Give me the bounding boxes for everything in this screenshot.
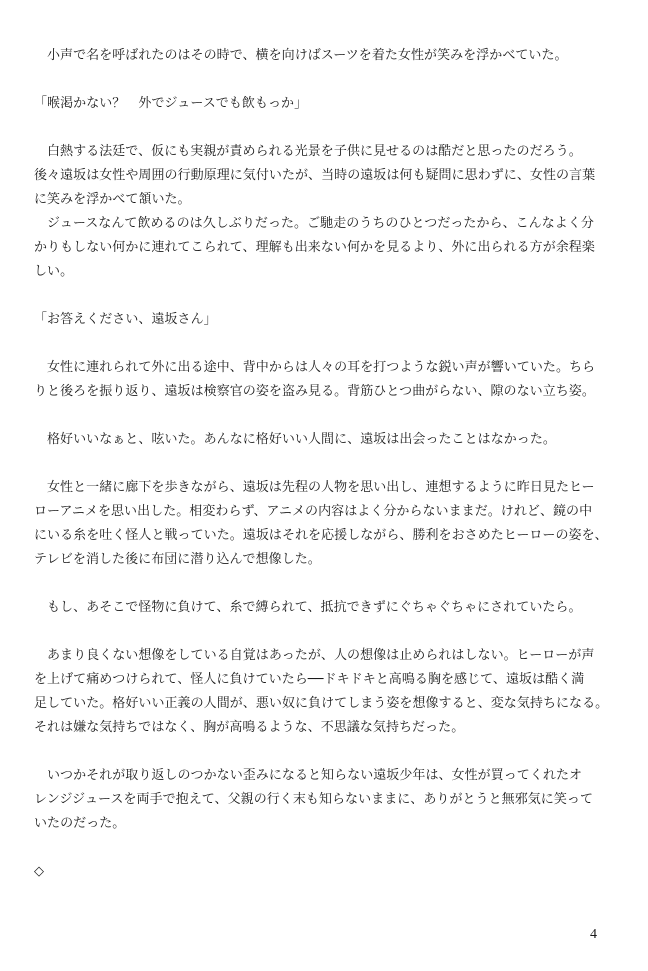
dialogue: [34, 308, 614, 332]
dialogue: [34, 92, 614, 116]
text-line: 足していた。格好いい正義の人間が、悪い奴に負けてしまう姿を想像すると、変な気持ちになる。: [34, 696, 609, 711]
paragraph: [34, 212, 614, 284]
text-line: 女性と一緒に廊下を歩きながら、遠坂は先程の人物を思い出し、連想するように昨日見たヒー: [47, 480, 595, 495]
text-line: 格好いいなぁと、呟いた。あんなに格好いい人間に、遠坂は出会ったことはなかった。: [47, 432, 556, 447]
text-line: いたのだった。: [34, 816, 126, 831]
paragraph: [34, 44, 614, 68]
section-separator: [34, 860, 614, 884]
document-page: [34, 44, 614, 884]
text-line: レンジジュースを両手で抱えて、父親の行く末も知らないままに、ありがとうと無邪気に笑って: [34, 792, 594, 807]
text-line: ローアニメを思い出した。相変わらず、アニメの内容はよく分からないままだ。けれど、鏡の中: [34, 504, 593, 519]
paragraph: [34, 428, 614, 452]
paragraph: [34, 476, 614, 572]
text-line: にいる糸を吐く怪人と戦っていた。遠坂はそれを応援しながら、勝利をおさめたヒーローの姿を、: [34, 528, 608, 543]
paragraph: [34, 644, 614, 740]
text-line: あまり良くない想像をしている自覚はあったが、人の想像は止められはしない。ヒーローが声: [47, 648, 595, 663]
text-line: それは嫌な気持ちではなく、胸が高鳴るような、不思議な気持ちだった。: [34, 720, 465, 735]
text-line: 「お答えください、遠坂さん」: [34, 312, 217, 327]
text-line: かりもしない何かに連れてこられて、理解も出来ない何かを見るより、外に出られる方が余程楽: [34, 240, 595, 255]
text-line: に笑みを浮かべて頷いた。: [34, 192, 191, 207]
text-line: もし、あそこで怪物に負けて、糸で縛られて、抵抗できずにぐちゃぐちゃにされていたら。: [47, 600, 582, 615]
paragraph: [34, 596, 614, 620]
page-number: 4: [590, 927, 597, 942]
text-line: 後々遠坂は女性や周囲の行動原理に気付いたが、当時の遠坂は何も疑問に思わずに、女性の言葉: [34, 168, 596, 183]
paragraph: [34, 764, 614, 836]
paragraph: [34, 140, 614, 212]
text-line: テレビを消した後に布団に潜り込んで想像した。: [34, 552, 321, 567]
text-line: 女性に連れられて外に出る途中、背中からは人々の耳を打つような鋭い声が響いていた。ちら: [47, 360, 596, 375]
text-line: しい。: [34, 264, 74, 279]
text-line: 小声で名を呼ばれたのはその時で、横を向けばスーツを着た女性が笑みを浮かべていた。: [47, 48, 568, 63]
paragraph: [34, 356, 614, 404]
diamond-icon: ◇: [34, 864, 45, 879]
text-line: 「喉渇かない？ 外でジュースでも飲もっか」: [34, 96, 308, 111]
text-line: りと後ろを振り返り、遠坂は検察官の姿を盗み見る。背筋ひとつ曲がらない、隙のない立ち姿。: [34, 384, 595, 399]
text-line: ジュースなんて飲めるのは久しぶりだった。ご馳走のうちのひとつだったから、こんなよく分: [47, 216, 594, 231]
text-line: 白熱する法廷で、仮にも実親が責められる光景を子供に見せるのは酷だと思ったのだろう。: [47, 144, 582, 159]
text-line: いつかそれが取り返しのつかない歪みになると知らない遠坂少年は、女性が買ってくれたオ: [47, 768, 583, 783]
text-line: を上げて痛めつけられて、怪人に負けていたら──ドキドキと高鳴る胸を感じて、遠坂は酷く満: [34, 672, 585, 687]
